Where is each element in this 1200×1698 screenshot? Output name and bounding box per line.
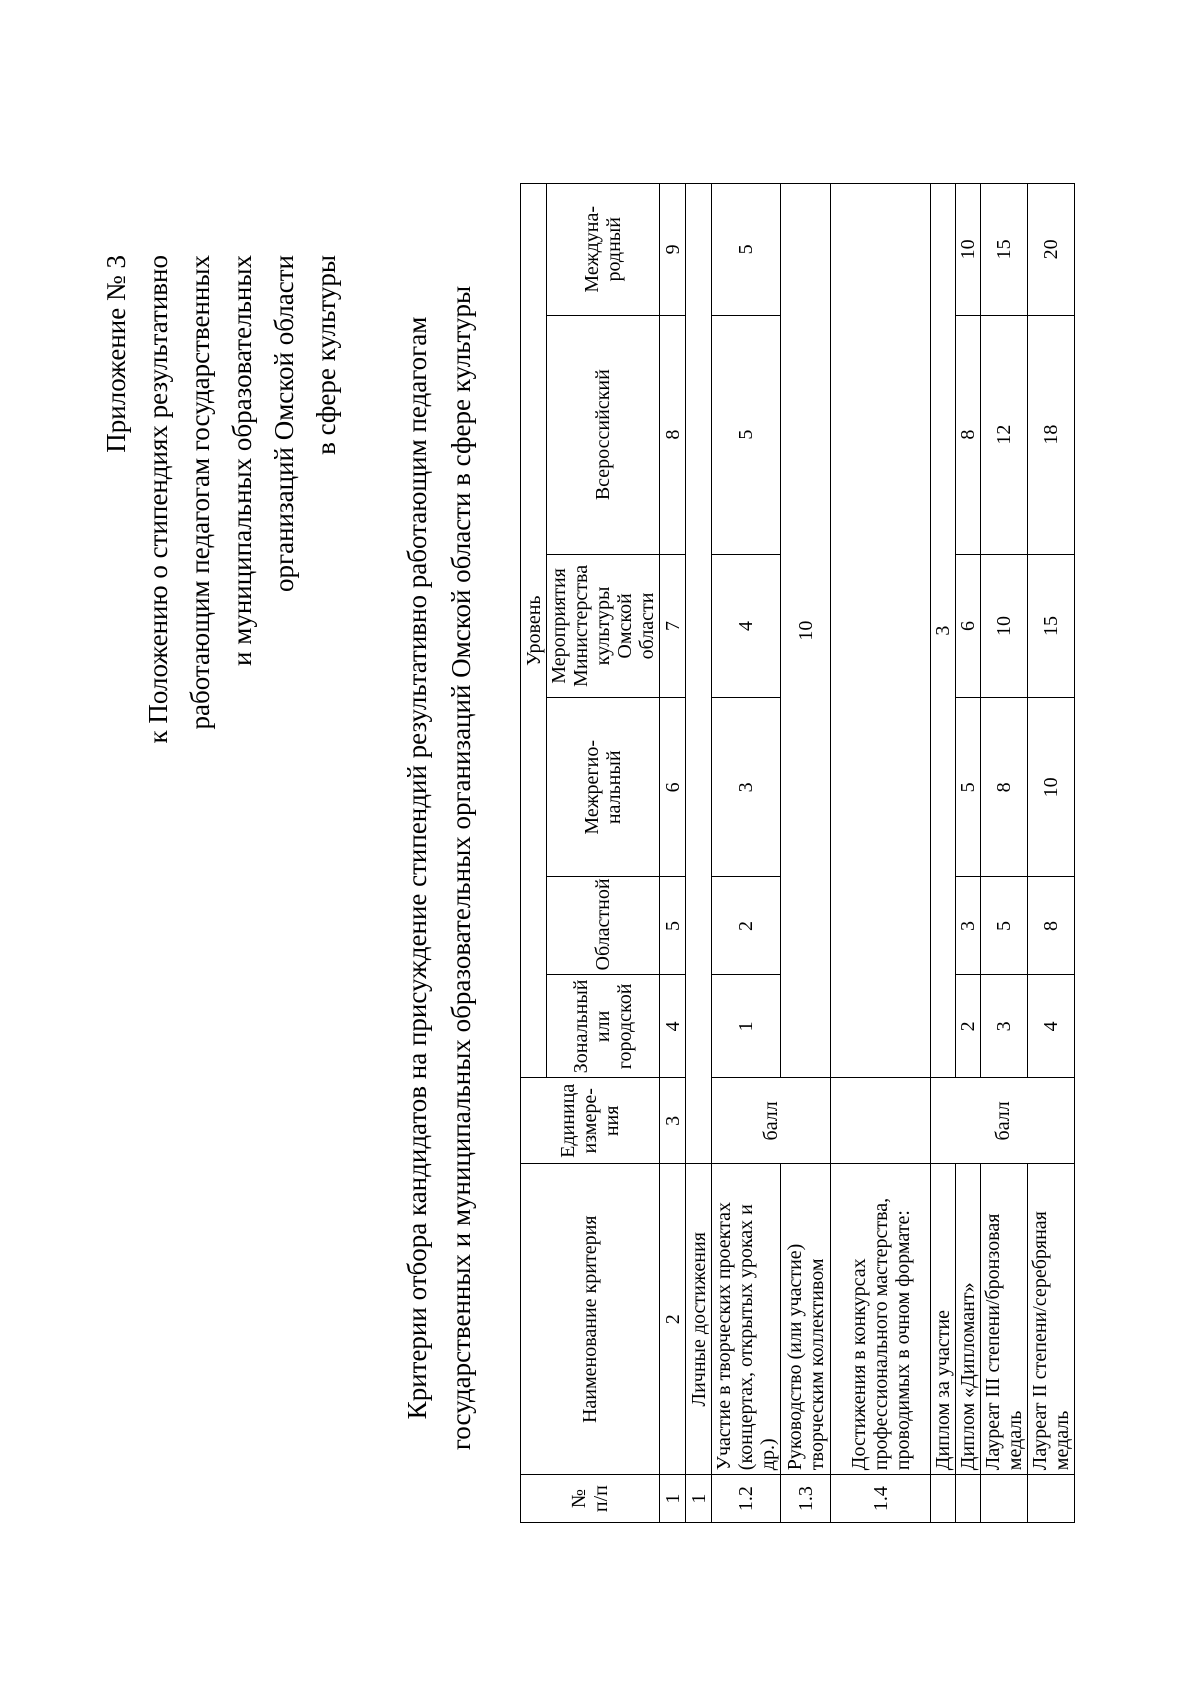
subrow-value: 5 — [956, 698, 981, 877]
subrow-value: 10 — [981, 554, 1028, 697]
header-name: Наименование критерия — [521, 1164, 660, 1475]
subrow-value: 20 — [1028, 184, 1075, 316]
table-subrow — [1028, 184, 1075, 1523]
index-cell: 1 — [660, 1475, 686, 1523]
row-value: 5 — [712, 315, 781, 554]
header-unit: Единица измере- ния — [521, 1078, 660, 1164]
section-empty — [686, 184, 712, 1164]
header-num: № п/п — [521, 1475, 660, 1523]
index-cell: 2 — [660, 1164, 686, 1475]
section-row — [686, 184, 712, 1523]
row-value: 2 — [712, 877, 781, 975]
subrow-name: Диплом за участие — [931, 1164, 956, 1475]
row-name: Участие в творческих проектах (концертах, открытых уроках и др.) — [712, 1164, 781, 1475]
subrow-value: 2 — [956, 975, 981, 1078]
index-cell: 5 — [660, 877, 686, 975]
subrow-name: Лауреат II степени/серебряная медаль — [1028, 1164, 1075, 1475]
subrow-value: 8 — [981, 698, 1028, 877]
subrow-num — [956, 1475, 981, 1523]
section-label: Личные достижения — [686, 1164, 712, 1475]
subrow-merged-value: 3 — [931, 184, 956, 1078]
subrow-value: 3 — [956, 877, 981, 975]
index-cell: 3 — [660, 1078, 686, 1164]
subrow-value: 4 — [1028, 975, 1075, 1078]
row-num: 1.2 — [712, 1475, 781, 1523]
header-level-interregional: Межрегио- нальный — [547, 698, 660, 877]
index-cell: 4 — [660, 975, 686, 1078]
table-row — [712, 184, 781, 1523]
row-num: 1.3 — [781, 1475, 831, 1523]
subrow-num — [981, 1475, 1028, 1523]
title-line: Критерии отбора кандидатов на присуждение стипендий результативно работающим педагогам — [402, 316, 432, 1420]
row-value: 3 — [712, 698, 781, 877]
table-subrow — [981, 184, 1028, 1523]
index-cell: 8 — [660, 315, 686, 554]
row-value: 5 — [712, 184, 781, 316]
appendix-line: Приложение № 3 — [101, 255, 131, 453]
title-line: государственных и муниципальных образовательных организаций Омской области в сфере культуры — [446, 285, 476, 1451]
table-row — [781, 184, 831, 1523]
index-cell: 6 — [660, 698, 686, 877]
subrow-value: 8 — [956, 315, 981, 554]
header-level-ministry: Мероприятия Министерства культуры Омской области — [547, 554, 660, 697]
header-level-national: Всероссийский — [547, 315, 660, 554]
table-subrow — [956, 184, 981, 1523]
table-subrow — [931, 184, 956, 1523]
subrow-value: 6 — [956, 554, 981, 697]
subrow-value: 15 — [981, 184, 1028, 316]
row-num: 1.4 — [831, 1475, 931, 1523]
subrow-value: 5 — [981, 877, 1028, 975]
subrow-value: 8 — [1028, 877, 1075, 975]
table-row — [831, 184, 931, 1523]
section-num: 1 — [686, 1475, 712, 1523]
subrow-value: 15 — [1028, 554, 1075, 697]
subrow-name: Диплом «Дипломант» — [956, 1164, 981, 1475]
appendix-line: организаций Омской области — [269, 255, 299, 592]
subrow-value: 18 — [1028, 315, 1075, 554]
row-unit: балл — [712, 1078, 831, 1164]
row-value: 1 — [712, 975, 781, 1078]
row-name: Руководство (или участие) творческим коллективом — [781, 1164, 831, 1475]
appendix-line: к Положению о стипендиях результативно — [143, 255, 173, 744]
header-level-regional: Областной — [547, 877, 660, 975]
row-value: 4 — [712, 554, 781, 697]
document-title — [395, 248, 483, 1488]
row-empty — [831, 1078, 931, 1164]
header-level-international: Междуна- родный — [547, 184, 660, 316]
header-level: Уровень — [521, 184, 547, 1078]
subrow-value: 12 — [981, 315, 1028, 554]
subrow-value: 3 — [981, 975, 1028, 1078]
appendix-header — [95, 255, 347, 955]
subrow-name: Лауреат III степени/бронзовая медаль — [981, 1164, 1028, 1475]
row-empty — [831, 184, 931, 1078]
subrow-value: 10 — [1028, 698, 1075, 877]
appendix-line: в сфере культуры — [311, 255, 341, 455]
subrow-value: 10 — [956, 184, 981, 316]
row-name: Достижения в конкурсах профессионального мастерства, проводимых в очном формате: — [831, 1164, 931, 1475]
row-merged-value: 10 — [781, 184, 831, 1078]
index-cell: 9 — [660, 184, 686, 316]
header-level-zonal: Зональный или городской — [547, 975, 660, 1078]
subrow-num — [931, 1475, 956, 1523]
subrow-unit: балл — [931, 1078, 1075, 1164]
criteria-table — [520, 183, 1075, 1523]
appendix-line: работающим педагогам государственных — [185, 255, 215, 730]
index-cell: 7 — [660, 554, 686, 697]
index-row — [660, 184, 686, 1523]
subrow-num — [1028, 1475, 1075, 1523]
header-row — [521, 184, 547, 1523]
appendix-line: и муниципальных образовательных — [227, 255, 257, 666]
